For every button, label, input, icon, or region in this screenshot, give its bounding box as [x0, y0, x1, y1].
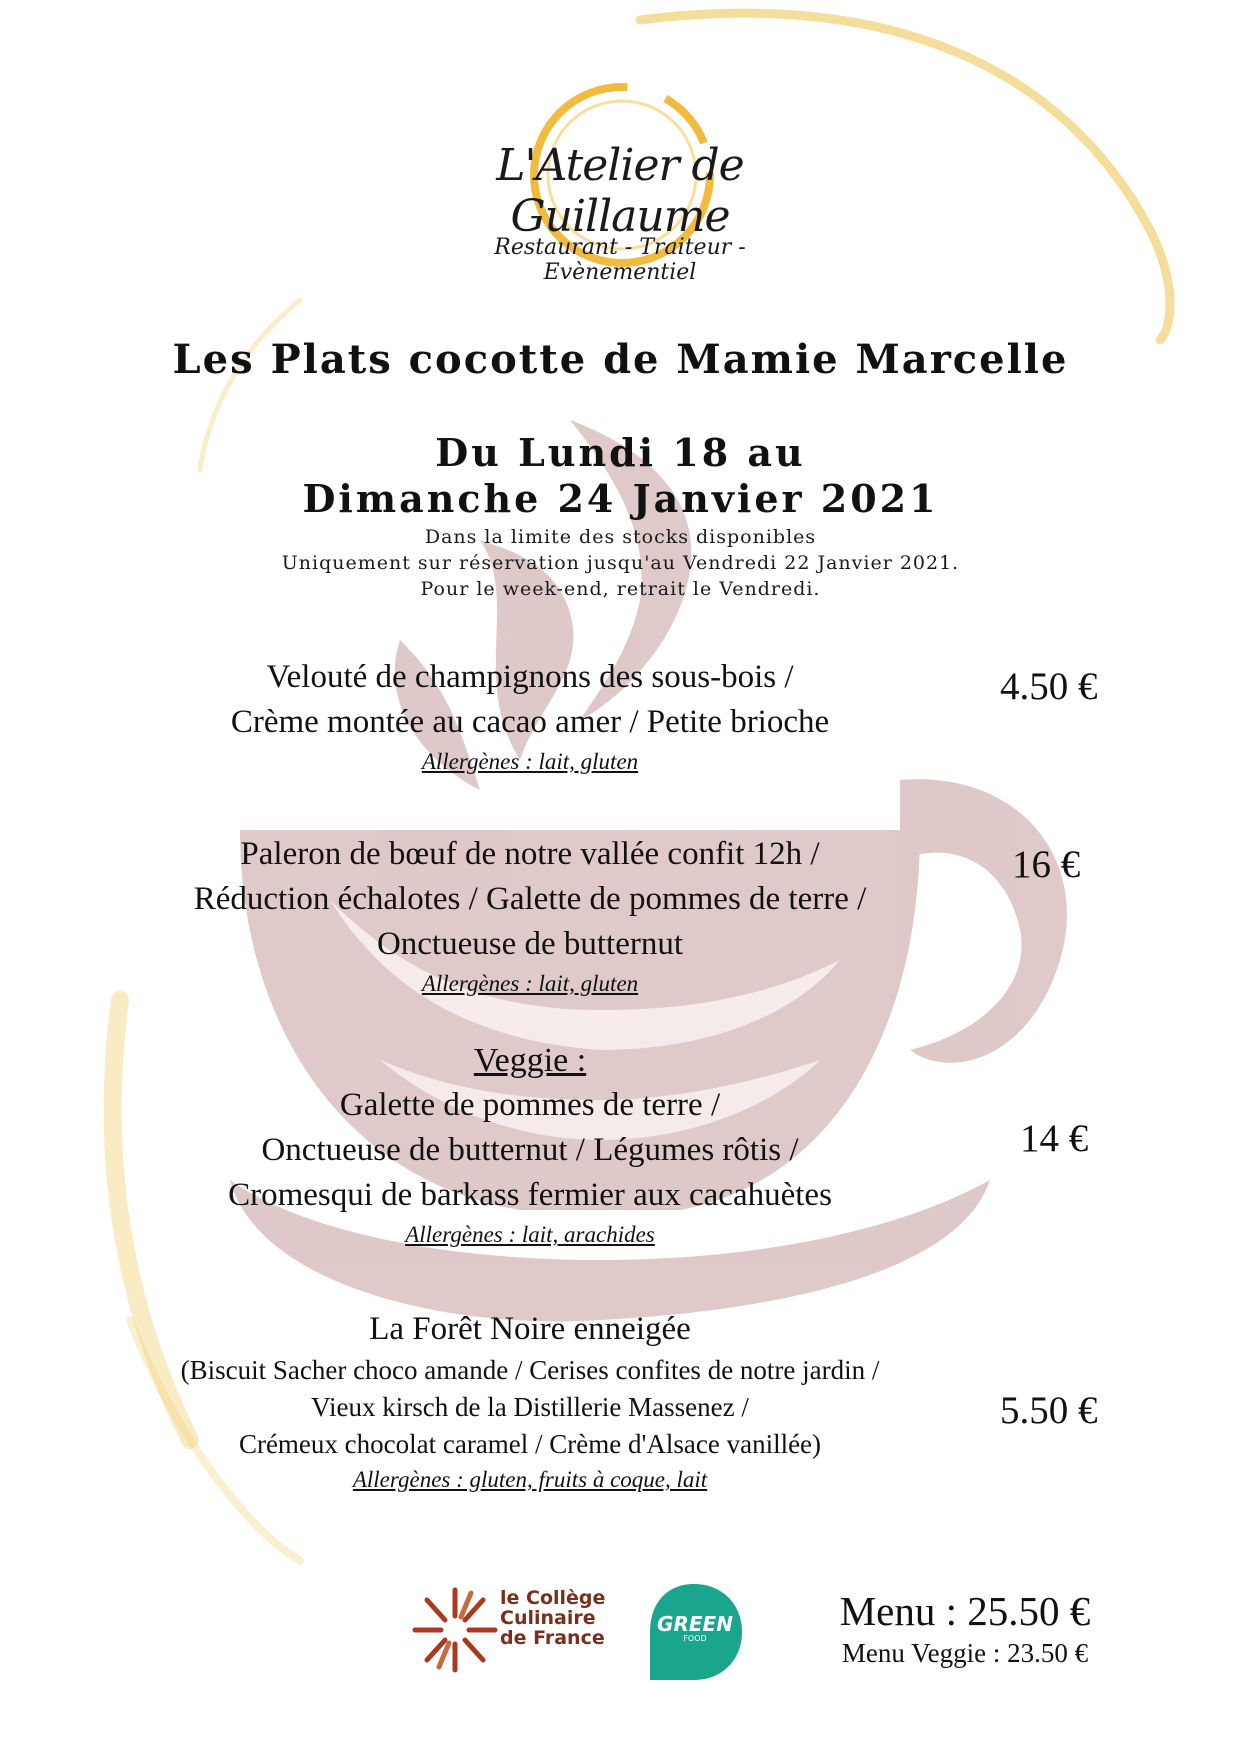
- logo-name: L'Atelier de Guillaume: [496, 140, 744, 242]
- page-title: Les Plats cocotte de Mamie Marcelle: [172, 336, 1069, 383]
- item-line: Crémeux chocolat caramel / Crème d'Alsace vanillée): [238, 1429, 822, 1459]
- menu-item-paleron: [60, 832, 1000, 1001]
- menu-item-foret-noire: [60, 1307, 1000, 1497]
- item-allergens: Allergènes : gluten, fruits à coque, lait: [352, 1467, 708, 1492]
- item-line: Velouté de champignons des sous-bois /: [266, 659, 794, 695]
- item-line: Paleron de bœuf de notre vallée confit 12h /: [240, 836, 820, 872]
- item-heading: La Forêt Noire enneigée: [369, 1311, 691, 1347]
- reservation-note: Uniquement sur réservation jusqu'au Vendredi 22 Janvier 2021.: [281, 552, 960, 574]
- item-line: Vieux kirsch de la Distillerie Massenez /: [311, 1392, 749, 1422]
- item-price: 16 €: [1012, 843, 1081, 886]
- logo-tagline: Restaurant - Traiteur - Evènementiel: [494, 235, 746, 285]
- item-heading: Veggie :: [473, 1042, 587, 1079]
- item-price: 14 €: [1020, 1117, 1089, 1160]
- item-line: Galette de pommes de terre /: [339, 1087, 721, 1123]
- menu-price: Menu : 25.50 €: [839, 1588, 1091, 1634]
- stock-note: Dans la limite des stocks disponibles: [424, 526, 817, 548]
- green-food-label: GREEN: [657, 1612, 733, 1636]
- menu-veggie-price: Menu Veggie : 23.50 €: [841, 1638, 1089, 1668]
- item-line: Onctueuse de butternut: [376, 926, 684, 962]
- item-line: Réduction échalotes / Galette de pommes de terre /: [193, 881, 867, 917]
- menu-item-veloute: [60, 655, 1000, 779]
- date-range-line-1: Du Lundi 18 au: [435, 430, 806, 475]
- item-allergens: Allergènes : lait, gluten: [421, 971, 639, 996]
- weekend-note: Pour le week-end, retrait le Vendredi.: [420, 578, 821, 600]
- green-food-sublabel: FOOD: [683, 1634, 707, 1643]
- college-culinaire-label: le Collège Culinaire de France: [500, 1587, 606, 1649]
- item-line: Crème montée au cacao amer / Petite brioche: [230, 704, 830, 740]
- item-line: (Biscuit Sacher choco amande / Cerises confites de notre jardin /: [180, 1355, 880, 1385]
- item-line: Onctueuse de butternut / Légumes rôtis /: [261, 1132, 799, 1168]
- date-range-line-2: Dimanche 24 Janvier 2021: [302, 476, 939, 521]
- item-allergens: Allergènes : lait, gluten: [421, 749, 639, 774]
- item-price: 5.50 €: [1000, 1389, 1098, 1432]
- item-line: Cromesqui de barkass fermier aux cacahuètes: [228, 1177, 832, 1213]
- item-price: 4.50 €: [1000, 665, 1098, 708]
- item-allergens: Allergènes : lait, arachides: [405, 1222, 655, 1247]
- menu-item-veggie: [60, 1038, 1000, 1252]
